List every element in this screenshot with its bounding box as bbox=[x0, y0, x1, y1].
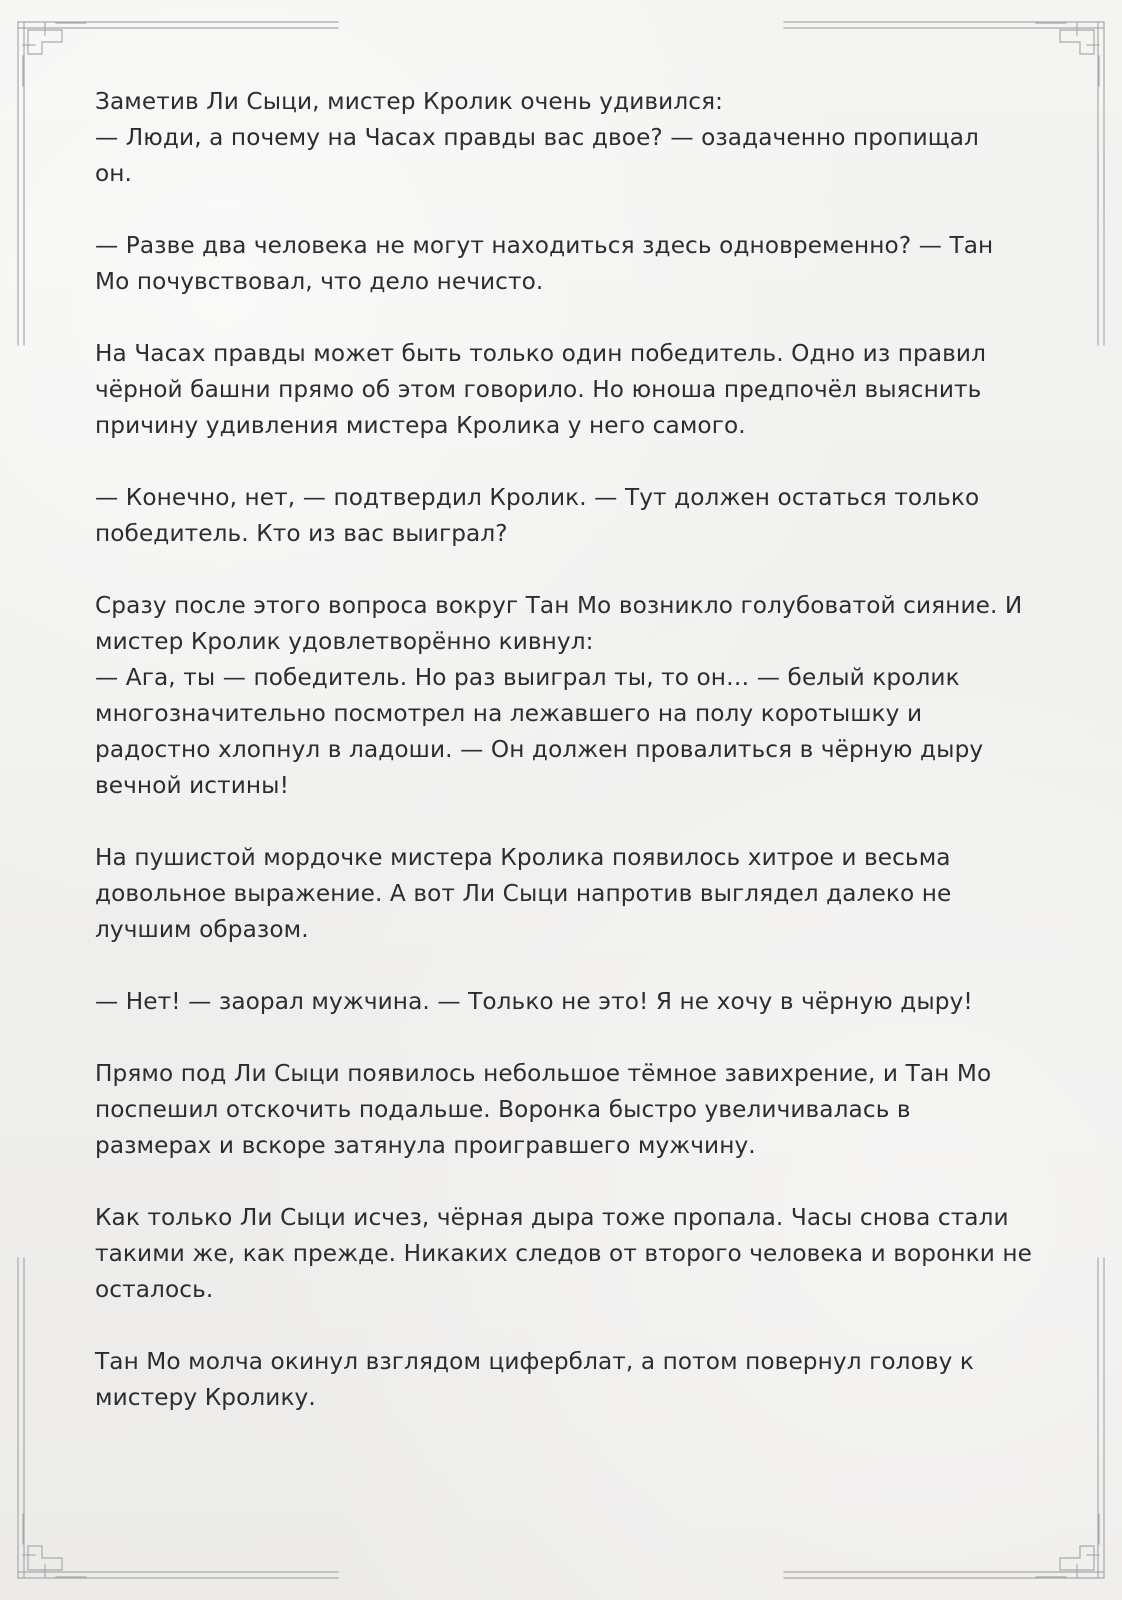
paragraph bbox=[95, 228, 1033, 300]
paragraph-line: — Люди, а почему на Часах правды вас двое? — озадаченно пропищал bbox=[95, 124, 979, 151]
paragraph bbox=[95, 1344, 1033, 1416]
paragraph-line: На Часах правды может быть только один победитель. Одно из правил bbox=[95, 340, 986, 367]
paragraph-line: — Конечно, нет, — подтвердил Кролик. — Тут должен остаться только bbox=[95, 484, 980, 511]
paragraph-line: — Разве два человека не могут находиться здесь одновременно? — Тан bbox=[95, 232, 994, 259]
paragraph-line: причину удивления мистера Кролика у него самого. bbox=[95, 412, 746, 439]
paragraph-line: Прямо под Ли Сыци появилось небольшое тёмное завихрение, и Тан Мо bbox=[95, 1060, 992, 1087]
document-content bbox=[95, 84, 1033, 1416]
paragraph-line: довольное выражение. А вот Ли Сыци напротив выглядел далеко не bbox=[95, 880, 952, 907]
paragraph bbox=[95, 588, 1033, 804]
paragraph-line: мистеру Кролику. bbox=[95, 1384, 316, 1411]
paragraph-line: он. bbox=[95, 160, 133, 187]
paragraph-line: поспешил отскочить подальше. Воронка быстро увеличивалась в bbox=[95, 1096, 911, 1123]
paragraph bbox=[95, 336, 1033, 444]
paragraph-line: Заметив Ли Сыци, мистер Кролик очень удивился: bbox=[95, 88, 724, 115]
paragraph-line: — Ага, ты — победитель. Но раз выиграл ты, то он… — белый кролик bbox=[95, 664, 960, 691]
paragraph bbox=[95, 1200, 1033, 1308]
paragraph-line: такими же, как прежде. Никаких следов от второго человека и воронки не bbox=[95, 1240, 1033, 1267]
paragraph bbox=[95, 480, 1033, 552]
paragraph-line: — Нет! — заорал мужчина. — Только не это! Я не хочу в чёрную дыру! bbox=[95, 988, 973, 1015]
paragraph-line: Тан Мо молча окинул взглядом циферблат, а потом повернул голову к bbox=[95, 1348, 975, 1375]
paragraph-line: осталось. bbox=[95, 1276, 214, 1303]
paragraph-line: победитель. Кто из вас выиграл? bbox=[95, 520, 508, 547]
paragraph bbox=[95, 840, 1033, 948]
paragraph-line: Мо почувствовал, что дело нечисто. bbox=[95, 268, 544, 295]
paragraph-line: размерах и вскоре затянула проигравшего мужчину. bbox=[95, 1132, 756, 1159]
paragraph-line: многозначительно посмотрел на лежавшего на полу коротышку и bbox=[95, 700, 923, 727]
paragraph bbox=[95, 84, 1033, 192]
paragraph-line: вечной истины! bbox=[95, 772, 289, 799]
paragraph-line: На пушистой мордочке мистера Кролика появилось хитрое и весьма bbox=[95, 844, 951, 871]
paragraph-line: Сразу после этого вопроса вокруг Тан Мо возникло голубоватой сияние. И bbox=[95, 592, 1023, 619]
paragraph-line: мистер Кролик удовлетворённо кивнул: bbox=[95, 628, 594, 655]
paragraph bbox=[95, 1056, 1033, 1164]
paragraph-line: радостно хлопнул в ладоши. — Он должен провалиться в чёрную дыру bbox=[95, 736, 984, 763]
paragraph-line: лучшим образом. bbox=[95, 916, 309, 943]
paragraph-line: Как только Ли Сыци исчез, чёрная дыра тоже пропала. Часы снова стали bbox=[95, 1204, 1009, 1231]
paragraph bbox=[95, 984, 1033, 1020]
paragraph-line: чёрной башни прямо об этом говорило. Но юноша предпочёл выяснить bbox=[95, 376, 982, 403]
